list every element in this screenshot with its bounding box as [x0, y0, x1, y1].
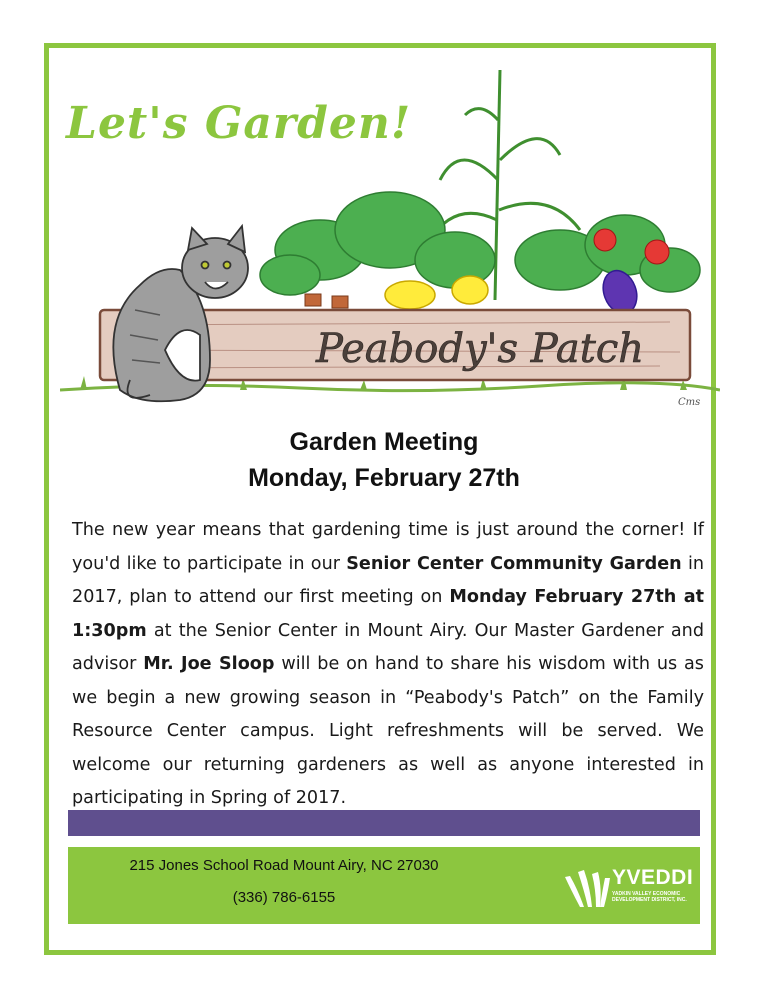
- footer-phone: (336) 786-6155: [232, 889, 336, 906]
- script-title: Let's Garden!: [66, 98, 412, 149]
- body-bold-advisor: Mr. Joe Sloop: [143, 654, 275, 674]
- body-text-4: will be on hand to share his wisdom with us as we begin a new growing season in “Peabody's Patch” on the Family Resource Center campus. Light refreshments will be served. We welcome our returning gardeners as well as anyone interested in participating in Spring of 2017.: [72, 654, 704, 808]
- artist-initials: Cms: [678, 397, 701, 408]
- meeting-date-heading: Monday, February 27th: [248, 464, 520, 492]
- body-text-3: at the Senior Center in Mount Airy. Our Master Gardener and advisor: [72, 620, 704, 674]
- logo-subtitle: YADKIN VALLEY ECONOMIC DEVELOPMENT DISTRICT, INC.: [612, 891, 687, 903]
- body-bold-garden: Senior Center Community Garden: [346, 553, 682, 574]
- body-bold-date: Monday February 27th at 1:30pm: [72, 587, 704, 641]
- footer-address: 215 Jones School Road Mount Airy, NC 27030: [129, 857, 439, 874]
- purple-divider-bar: [68, 810, 700, 836]
- body-text-1: The new year means that gardening time is just around the corner! If you'd like to participate in our: [72, 520, 704, 574]
- pots: [305, 294, 348, 308]
- meeting-heading: Garden Meeting: [289, 428, 479, 456]
- logo-name: YVEDDI: [612, 866, 694, 889]
- body-text-2: in 2017, plan to attend our first meeting on: [72, 553, 704, 607]
- sign-text: Peabody's Patch: [316, 326, 644, 372]
- body-paragraph: [72, 514, 704, 816]
